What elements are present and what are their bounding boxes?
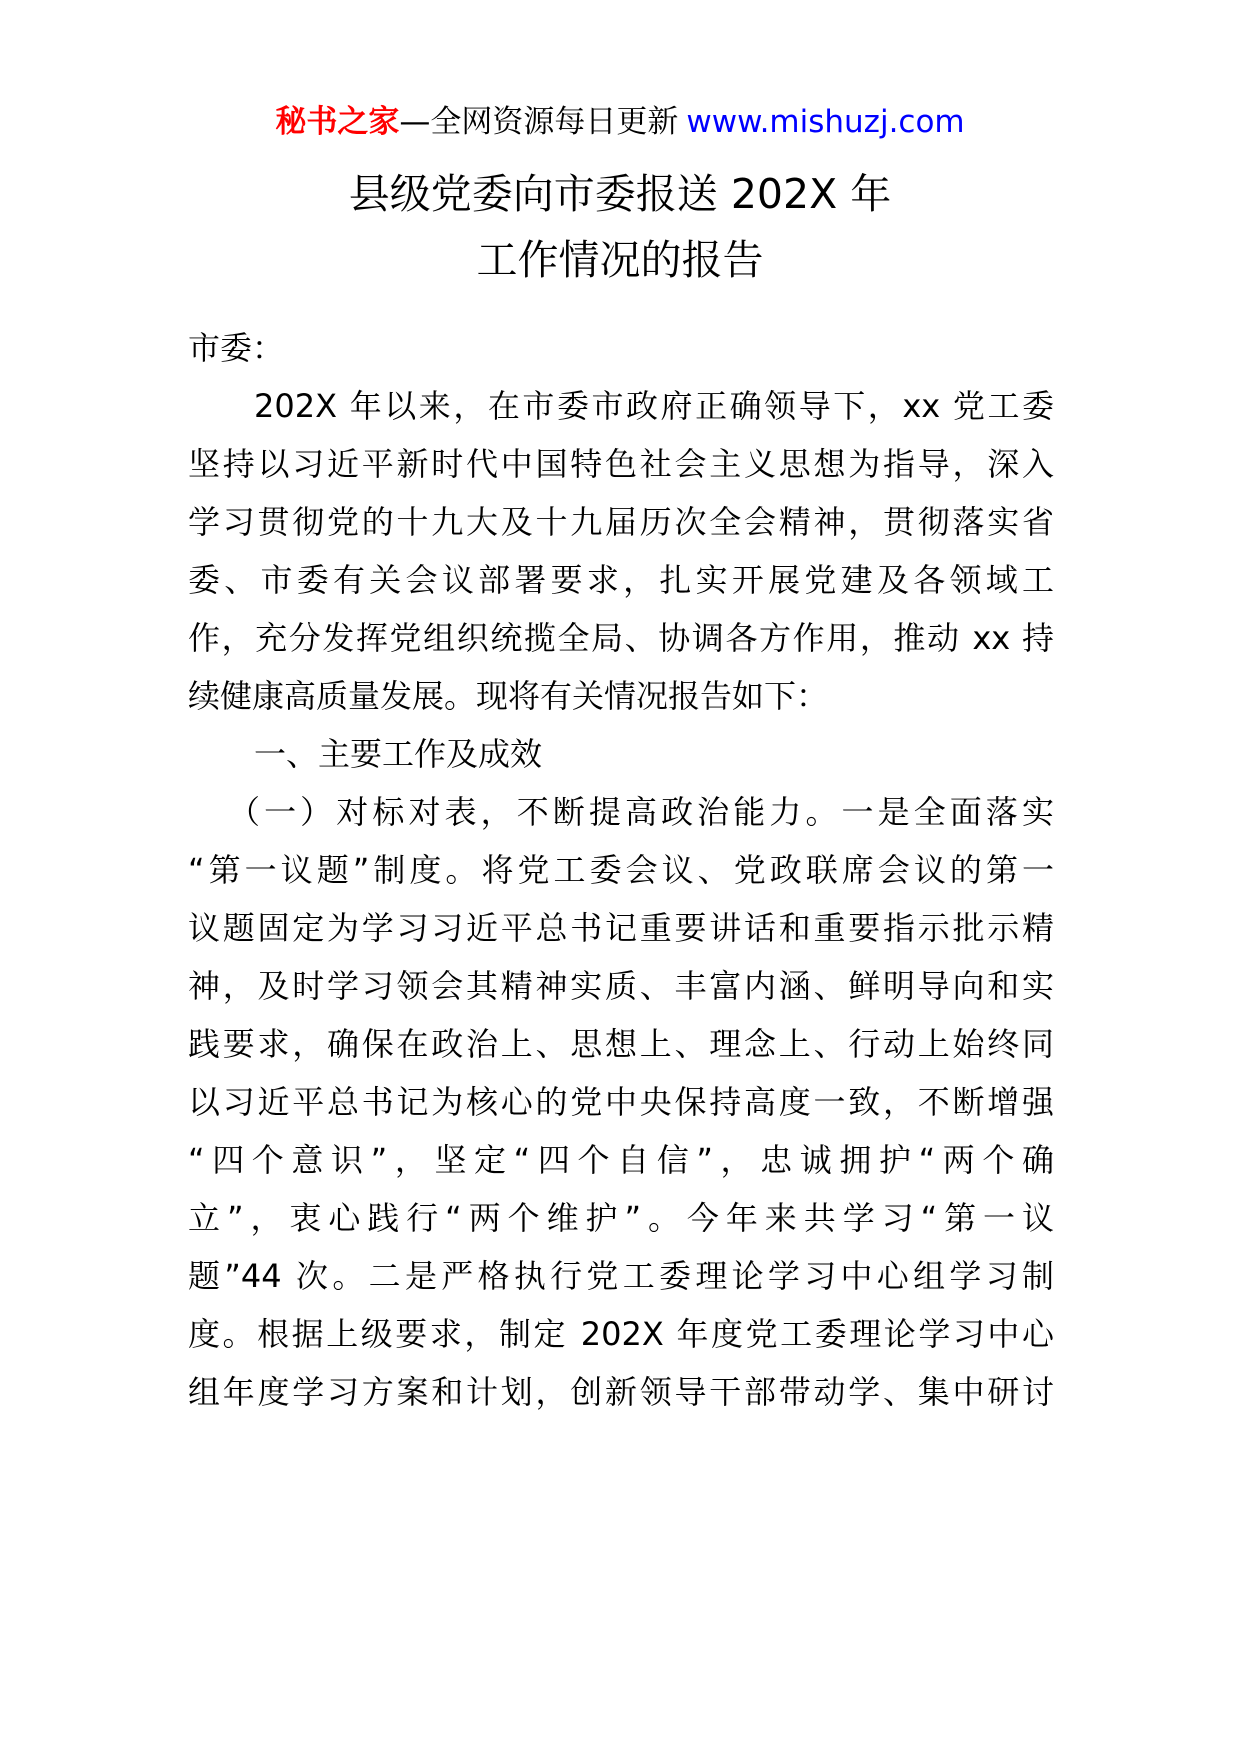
document-title-line-2: 工作情况的报告 xyxy=(476,236,764,284)
body-line: 坚持以习近平新时代中国特色社会主义思想为指导，深入 xyxy=(188,445,1054,483)
body-line: “第一议题”制度。将党工委会议、党政联席会议的第一 xyxy=(188,851,1054,889)
body-line: 组年度学习方案和计划，创新领导干部带动学、集中研讨 xyxy=(188,1373,1054,1411)
body-line: 作，充分发挥党组织统揽全局、协调各方作用，推动 xx 持 xyxy=(188,619,1054,657)
body-line: 以习近平总书记为核心的党中央保持高度一致，不断增强 xyxy=(188,1083,1054,1121)
body-line: 立”，衷心践行“两个维护”。今年来共学习“第一议 xyxy=(188,1199,1054,1237)
body-line: 题”44 次。二是严格执行党工委理论学习中心组学习制 xyxy=(188,1257,1054,1295)
body-line: 学习贯彻党的十九大及十九届历次全会精神，贯彻落实省 xyxy=(188,503,1054,541)
section-heading: 一、主要工作及成效 xyxy=(254,735,543,773)
body-line: “四个意识”，坚定“四个自信”，忠诚拥护“两个确 xyxy=(188,1141,1054,1179)
brand-slogan: —全网资源每日更新 xyxy=(399,104,679,140)
site-watermark-header xyxy=(0,100,1240,144)
document-title-line-1: 县级党委向市委报送 202X 年 xyxy=(348,170,892,218)
body-line: 续健康高质量发展。现将有关情况报告如下： xyxy=(188,677,829,715)
body-line: 议题固定为学习习近平总书记重要讲话和重要指示批示精 xyxy=(188,909,1054,947)
salutation: 市委： xyxy=(188,329,285,367)
subsection-heading-line: （一）对标对表，不断提高政治能力。一是全面落实 xyxy=(228,793,1054,831)
body-line: 神，及时学习领会其精神实质、丰富内涵、鲜明导向和实 xyxy=(188,967,1054,1005)
body-line: 践要求，确保在政治上、思想上、理念上、行动上始终同 xyxy=(188,1025,1054,1063)
site-url-link[interactable]: www.mishuzj.com xyxy=(686,104,965,140)
body-line: 202X 年以来，在市委市政府正确领导下，xx 党工委 xyxy=(254,387,1054,425)
body-line: 度。根据上级要求，制定 202X 年度党工委理论学习中心 xyxy=(188,1315,1054,1353)
brand-name: 秘书之家 xyxy=(275,104,400,140)
body-line: 委、市委有关会议部署要求，扎实开展党建及各领域工 xyxy=(188,561,1054,599)
